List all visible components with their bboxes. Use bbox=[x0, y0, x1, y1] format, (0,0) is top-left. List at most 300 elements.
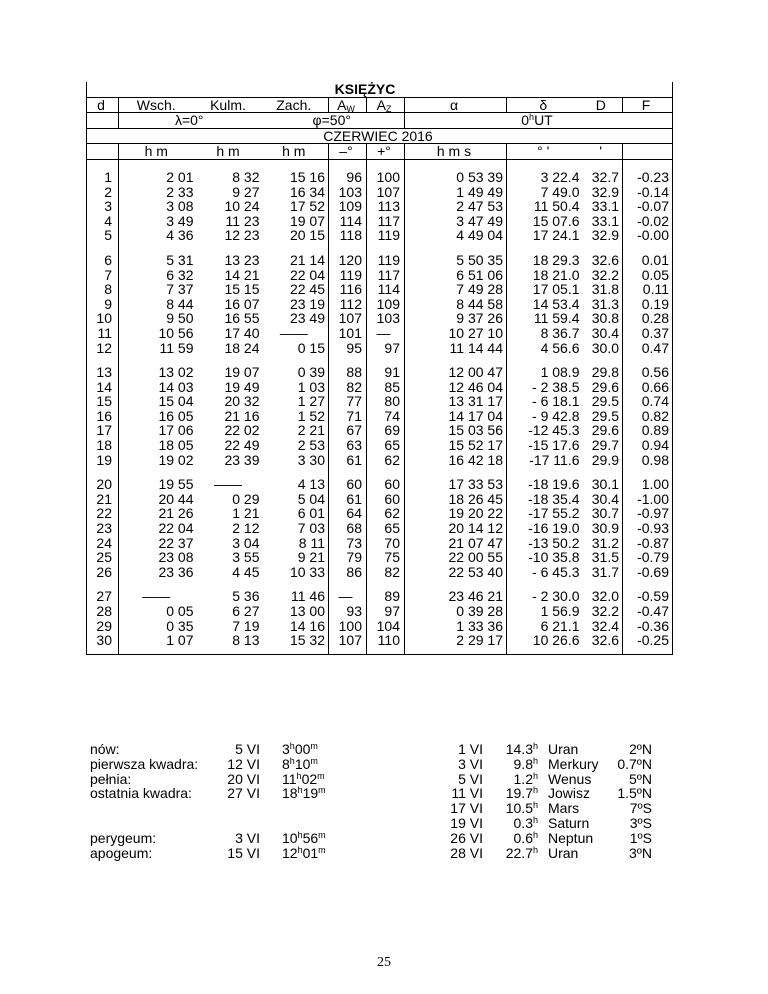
table-cell: 104 bbox=[367, 619, 405, 634]
table-cell: -18 35.4 bbox=[528, 490, 580, 507]
page-number: 25 bbox=[377, 955, 391, 970]
table-cell: 12 00 47 bbox=[405, 365, 507, 380]
table-cell: 0.28 bbox=[623, 311, 673, 326]
table-cell: 22 00 55 bbox=[405, 550, 507, 565]
table-cell: -0.87 bbox=[623, 536, 673, 551]
table-row bbox=[87, 453, 673, 468]
table-cell: 119 bbox=[367, 228, 405, 243]
table-cell: 1 08.9 bbox=[540, 364, 580, 381]
table-cell: 1 07 bbox=[166, 632, 194, 649]
table-cell: 15 52 17 bbox=[405, 438, 507, 453]
table-cell: 11 50.4 bbox=[533, 198, 580, 215]
table-cell: -0.97 bbox=[623, 506, 673, 521]
table-cell: 22 53 40 bbox=[405, 565, 507, 580]
table-cell: 11 46 bbox=[263, 589, 329, 604]
table-cell: 23 36 bbox=[158, 563, 194, 580]
table-cell: 61 bbox=[329, 492, 367, 507]
table-cell: 6 32 bbox=[166, 266, 194, 283]
table-cell: 70 bbox=[367, 536, 405, 551]
table-cell: 68 bbox=[329, 521, 367, 536]
table-cell: 12 bbox=[87, 341, 119, 356]
table-cell: 32.9 bbox=[583, 185, 623, 200]
bottom-cell bbox=[87, 648, 119, 655]
table-cell: 10 26.6 bbox=[532, 632, 580, 649]
table-cell: 3 08 bbox=[166, 198, 194, 215]
table-cell: 2 47 53 bbox=[405, 199, 507, 214]
table-cell: 17 52 bbox=[263, 199, 329, 214]
table-cell: 117 bbox=[367, 214, 405, 229]
table-cell: -0.14 bbox=[623, 185, 673, 200]
unit-wsch: h m bbox=[119, 144, 197, 160]
table-cell: 15 32 bbox=[263, 633, 329, 648]
table-cell: 18 24 bbox=[224, 339, 260, 356]
table-cell: 82 bbox=[367, 565, 405, 580]
table-cell: 15 bbox=[87, 394, 119, 409]
col-aw: $A_W$ bbox=[329, 97, 367, 113]
phase-time: 18$^h$19$^m$ bbox=[282, 785, 326, 802]
table-cell: 0.19 bbox=[623, 297, 673, 312]
table-cell: 3 47 49 bbox=[405, 214, 507, 229]
table-cell: 79 bbox=[329, 550, 367, 565]
table-cell: 5 31 bbox=[166, 251, 194, 268]
table-cell: 11 59 bbox=[159, 339, 194, 356]
conj-dist: 0.7ºN bbox=[617, 755, 652, 772]
phase-label: ostatnia kwadra: bbox=[90, 785, 192, 802]
table-cell: 103 bbox=[367, 311, 405, 326]
table-cell: 10 24 bbox=[224, 198, 260, 215]
table-cell: 32.4 bbox=[583, 619, 623, 634]
conj-date: 1 VI bbox=[458, 741, 483, 757]
table-cell: 17 05.1 bbox=[532, 281, 580, 298]
table-cell: -12 45.3 bbox=[528, 422, 580, 439]
table-cell: 0.89 bbox=[623, 423, 673, 438]
table-cell: 2 33 bbox=[166, 183, 194, 200]
table-cell: 4 36 bbox=[166, 227, 194, 244]
table-row bbox=[87, 536, 673, 551]
table-cell: 4 49 04 bbox=[405, 228, 507, 243]
table-cell: -1.00 bbox=[623, 492, 673, 507]
table-cell: 91 bbox=[367, 365, 405, 380]
conj-time: 1.2$^h$ bbox=[513, 770, 538, 787]
conj-dist: 1.5ºN bbox=[617, 785, 652, 802]
conj-planet: Uran bbox=[548, 741, 579, 757]
table-cell: 14 03 bbox=[158, 378, 194, 395]
table-cell: 19 bbox=[87, 453, 119, 468]
apside-time: 10$^h$56$^m$ bbox=[282, 829, 326, 846]
table-row bbox=[87, 199, 673, 214]
table-cell: 71 bbox=[329, 409, 367, 424]
table-cell: 9 bbox=[87, 297, 119, 312]
table-title: KSIĘŻYC bbox=[334, 81, 396, 97]
col-D: D bbox=[583, 97, 623, 113]
table-cell: 29.7 bbox=[583, 438, 623, 453]
table-cell: 13 23 bbox=[224, 251, 260, 268]
table-cell: 17 40 bbox=[224, 324, 260, 341]
table-cell: -0.69 bbox=[623, 565, 673, 580]
table-cell: 60 bbox=[367, 477, 405, 492]
table-cell: 29.6 bbox=[583, 380, 623, 395]
table-row bbox=[87, 170, 673, 185]
table-cell: 15 16 bbox=[263, 170, 329, 185]
unit-zach: h m bbox=[263, 144, 329, 160]
table-cell: 16 07 bbox=[224, 295, 260, 312]
table-cell: 1 27 bbox=[263, 394, 329, 409]
table-cell: -0.59 bbox=[623, 589, 673, 604]
table-cell: 74 bbox=[367, 409, 405, 424]
table-cell: 14 16 bbox=[263, 619, 329, 634]
table-cell: 0 39 bbox=[263, 365, 329, 380]
table-cell: 10 bbox=[87, 311, 119, 326]
table-cell: 30 bbox=[87, 633, 119, 648]
table-row bbox=[87, 619, 673, 634]
gap-cell bbox=[87, 159, 119, 170]
table-cell: 0 53 39 bbox=[405, 170, 507, 185]
table-cell: 1.00 bbox=[623, 477, 673, 492]
table-cell: 6 51 06 bbox=[405, 268, 507, 283]
table-cell: -17 55.2 bbox=[528, 505, 580, 522]
phase-date: 12 VI bbox=[227, 755, 260, 772]
table-cell: 60 bbox=[329, 477, 367, 492]
col-d: d bbox=[87, 97, 119, 113]
table-cell: 31.7 bbox=[583, 565, 623, 580]
table-cell: 12 46 04 bbox=[405, 380, 507, 395]
table-cell: 10 56 bbox=[158, 324, 194, 341]
table-cell: 109 bbox=[367, 297, 405, 312]
table-cell: 30.4 bbox=[583, 326, 623, 341]
table-cell: 120 bbox=[329, 253, 367, 268]
table-cell: 107 bbox=[329, 633, 367, 648]
table-cell: 113 bbox=[367, 199, 405, 214]
table-cell: 15 07.6 bbox=[532, 212, 580, 229]
table-cell: 4 45 bbox=[232, 563, 260, 580]
table-cell: 19 20 22 bbox=[405, 506, 507, 521]
table-cell: 11 23 bbox=[225, 212, 260, 229]
table-cell: 67 bbox=[329, 423, 367, 438]
conj-planet: Merkury bbox=[548, 755, 599, 772]
table-row bbox=[87, 380, 673, 395]
table-cell: 5 36 bbox=[232, 588, 260, 605]
table-cell: 6 01 bbox=[263, 506, 329, 521]
table-cell: -0.00 bbox=[623, 228, 673, 243]
conj-planet: Saturn bbox=[548, 815, 590, 831]
table-row bbox=[87, 326, 673, 341]
table-cell: 0 35 bbox=[166, 617, 194, 634]
table-row bbox=[87, 228, 673, 243]
table-cell: 77 bbox=[329, 394, 367, 409]
table-cell: 4 56.6 bbox=[540, 339, 580, 356]
table-cell: 18 21.0 bbox=[532, 266, 580, 283]
table-cell: 23 39 bbox=[224, 451, 260, 468]
table-cell: 8 11 bbox=[263, 536, 329, 551]
table-row bbox=[87, 365, 673, 380]
table-cell: 13 00 bbox=[263, 604, 329, 619]
conj-time: 9.8$^h$ bbox=[513, 755, 538, 772]
table-cell: -18 19.6 bbox=[528, 476, 580, 493]
table-cell: 22 49 bbox=[224, 437, 260, 454]
table-cell: 103 bbox=[329, 185, 367, 200]
unit-aw: –° bbox=[329, 144, 367, 160]
table-cell: 15 03 56 bbox=[405, 423, 507, 438]
apside-date: 15 VI bbox=[227, 844, 260, 861]
table-row bbox=[87, 550, 673, 565]
table-cell: 19 49 bbox=[224, 378, 260, 395]
table-cell: —— bbox=[263, 326, 329, 341]
table-cell: 0.01 bbox=[623, 253, 673, 268]
table-cell: 62 bbox=[367, 506, 405, 521]
table-cell: 3 bbox=[87, 199, 119, 214]
table-cell: 18 bbox=[87, 438, 119, 453]
col-wsch: Wsch. bbox=[119, 97, 197, 113]
table-cell: 16 42 18 bbox=[405, 453, 507, 468]
table-cell: 14 bbox=[87, 380, 119, 395]
table-cell: 63 bbox=[329, 438, 367, 453]
table-row bbox=[87, 565, 673, 580]
table-cell: 6 27 bbox=[232, 603, 260, 619]
table-row bbox=[87, 438, 673, 453]
table-cell: 5 bbox=[87, 228, 119, 243]
conj-date: 19 VI bbox=[450, 815, 483, 831]
table-cell: 6 21.1 bbox=[540, 617, 580, 634]
table-cell: 21 16 bbox=[224, 407, 260, 424]
conj-date: 5 VI bbox=[458, 770, 483, 787]
table-cell: 100 bbox=[329, 619, 367, 634]
col-alpha: α bbox=[405, 97, 507, 113]
table-cell: 19 07 bbox=[263, 214, 329, 229]
table-cell: —— bbox=[214, 476, 242, 493]
table-cell: -0.23 bbox=[623, 170, 673, 185]
table-cell: 26 bbox=[87, 565, 119, 580]
table-cell: 31.3 bbox=[583, 297, 623, 312]
table-cell: 2 12 bbox=[232, 520, 260, 537]
table-cell: 97 bbox=[367, 341, 405, 356]
table-cell: -0.07 bbox=[623, 199, 673, 214]
table-row bbox=[87, 409, 673, 424]
table-cell: 6 bbox=[87, 253, 119, 268]
col-kulm: Kulm. bbox=[197, 97, 263, 113]
table-cell: 109 bbox=[329, 199, 367, 214]
table-row bbox=[87, 506, 673, 521]
table-cell: 86 bbox=[329, 565, 367, 580]
phase-date: 20 VI bbox=[227, 770, 260, 787]
table-cell: 21 07 47 bbox=[405, 536, 507, 551]
table-cell: 7 bbox=[87, 268, 119, 283]
table-cell: 7 49 28 bbox=[405, 282, 507, 297]
ut-label: 0$^h$UT bbox=[405, 113, 673, 129]
table-cell: 114 bbox=[329, 214, 367, 229]
conj-time: 10.5$^h$ bbox=[505, 800, 538, 817]
phase-date: 5 VI bbox=[235, 741, 260, 757]
table-cell: - 6 18.1 bbox=[532, 393, 580, 410]
table-cell: — bbox=[329, 589, 367, 604]
table-cell: 24 bbox=[87, 536, 119, 551]
table-cell: 2 29 17 bbox=[405, 633, 507, 648]
table-cell: 22 37 bbox=[158, 534, 194, 551]
table-cell: -0.36 bbox=[623, 619, 673, 634]
apside-time: 12$^h$01$^m$ bbox=[282, 844, 326, 861]
table-cell: 1 bbox=[87, 170, 119, 185]
table-cell: 117 bbox=[367, 268, 405, 283]
table-row bbox=[87, 297, 673, 312]
table-cell: 17 06 bbox=[158, 422, 194, 439]
conj-date: 28 VI bbox=[450, 844, 483, 861]
table-cell: 2 53 bbox=[263, 438, 329, 453]
table-cell: 0 15 bbox=[263, 341, 329, 356]
table-cell: 19 55 bbox=[158, 476, 194, 493]
table-cell: 20 44 bbox=[158, 490, 194, 507]
conj-time: 14.3$^h$ bbox=[505, 741, 538, 757]
table-cell: 9 21 bbox=[263, 550, 329, 565]
table-row bbox=[87, 589, 673, 604]
table-cell: -0.25 bbox=[623, 633, 673, 648]
table-cell: -10 35.8 bbox=[528, 549, 580, 566]
conj-planet: Mars bbox=[548, 800, 580, 817]
conj-date: 3 VI bbox=[458, 755, 483, 772]
table-cell: 0.37 bbox=[623, 326, 673, 341]
table-row bbox=[87, 311, 673, 326]
conj-date: 17 VI bbox=[450, 800, 483, 817]
table-cell: 75 bbox=[367, 550, 405, 565]
table-cell: 22 04 bbox=[263, 268, 329, 283]
table-cell: 0.98 bbox=[623, 453, 673, 468]
table-row bbox=[87, 253, 673, 268]
bottom-cell bbox=[583, 648, 623, 655]
table-cell: 5 04 bbox=[263, 492, 329, 507]
table-cell: -0.47 bbox=[623, 604, 673, 619]
table-cell: 2 bbox=[87, 185, 119, 200]
table-cell: 23 08 bbox=[158, 549, 194, 566]
table-cell: 29 bbox=[87, 619, 119, 634]
unit-delta: ° ' bbox=[507, 144, 583, 160]
table-cell: 73 bbox=[329, 536, 367, 551]
table-cell: -16 19.0 bbox=[528, 520, 580, 537]
table-cell: 20 14 12 bbox=[405, 521, 507, 536]
table-cell: 1 52 bbox=[263, 409, 329, 424]
bottom-cell bbox=[367, 648, 405, 655]
conj-dist: 1ºS bbox=[629, 829, 652, 846]
table-cell: 19 07 bbox=[224, 364, 260, 381]
conj-dist: 5ºN bbox=[628, 770, 652, 787]
table-cell: 15 04 bbox=[158, 393, 194, 410]
table-cell: 4 13 bbox=[263, 477, 329, 492]
table-cell: 61 bbox=[329, 453, 367, 468]
conj-planet: Neptun bbox=[548, 829, 594, 846]
conj-dist: 2ºN bbox=[628, 741, 652, 757]
table-cell: 22 45 bbox=[263, 282, 329, 297]
table-cell: - 6 45.3 bbox=[532, 563, 580, 580]
unit-D: ' bbox=[583, 144, 623, 160]
table-cell: 1 56.9 bbox=[540, 603, 580, 619]
moon-table bbox=[86, 82, 673, 655]
phase-label: pierwsza kwadra: bbox=[90, 755, 199, 772]
table-cell: 33.1 bbox=[583, 214, 623, 229]
table-row bbox=[87, 604, 673, 619]
bottom-cell bbox=[507, 648, 583, 655]
table-cell: 7 19 bbox=[232, 617, 260, 634]
table-cell: -0.02 bbox=[623, 214, 673, 229]
table-cell: - 9 42.8 bbox=[532, 407, 580, 424]
table-cell: 93 bbox=[329, 604, 367, 619]
table-cell: 11 14 44 bbox=[405, 341, 507, 356]
table-cell: 8 36.7 bbox=[540, 324, 580, 341]
table-cell: 19 02 bbox=[158, 451, 194, 468]
col-zach: Zach. bbox=[263, 97, 329, 113]
table-cell: 31.8 bbox=[583, 282, 623, 297]
table-cell: 0.56 bbox=[623, 365, 673, 380]
table-cell: 88 bbox=[329, 365, 367, 380]
table-cell: 7 37 bbox=[166, 281, 194, 298]
col-F: F bbox=[623, 97, 673, 113]
table-cell: 30.1 bbox=[583, 477, 623, 492]
table-cell: 20 32 bbox=[224, 393, 260, 410]
table-cell: 16 05 bbox=[158, 407, 194, 424]
table-cell: -15 17.6 bbox=[528, 437, 580, 454]
table-cell: 14 21 bbox=[224, 266, 260, 283]
table-cell: 80 bbox=[367, 394, 405, 409]
table-cell: 32.0 bbox=[583, 589, 623, 604]
table-cell: 7 03 bbox=[263, 521, 329, 536]
table-cell: 97 bbox=[367, 604, 405, 619]
table-cell: 12 23 bbox=[224, 227, 260, 244]
table-cell: 17 24.1 bbox=[532, 227, 580, 244]
table-cell: 14 17 04 bbox=[405, 409, 507, 424]
table-cell: 0.82 bbox=[623, 409, 673, 424]
table-cell: 23 49 bbox=[263, 311, 329, 326]
col-delta: δ bbox=[507, 97, 583, 113]
unit-kulm: h m bbox=[197, 144, 263, 160]
table-cell: 64 bbox=[329, 506, 367, 521]
table-cell: 30.9 bbox=[583, 521, 623, 536]
table-cell: 101 bbox=[329, 326, 367, 341]
table-cell: 23 bbox=[87, 521, 119, 536]
table-cell: 21 26 bbox=[158, 505, 194, 522]
month-label: CZERWIEC 2016 bbox=[87, 128, 673, 144]
table-cell: 17 bbox=[87, 423, 119, 438]
apside-label: apogeum: bbox=[90, 844, 153, 861]
table-cell: 25 bbox=[87, 550, 119, 565]
table-cell: 30.4 bbox=[583, 492, 623, 507]
table-cell: 8 44 58 bbox=[405, 297, 507, 312]
table-cell: 18 26 45 bbox=[405, 492, 507, 507]
table-cell: 22 02 bbox=[224, 422, 260, 439]
table-row bbox=[87, 214, 673, 229]
table-cell: 0.66 bbox=[623, 380, 673, 395]
table-cell: 85 bbox=[367, 380, 405, 395]
table-cell: 116 bbox=[329, 282, 367, 297]
table-cell: 18 29.3 bbox=[532, 251, 580, 268]
table-cell: 29.5 bbox=[583, 394, 623, 409]
table-cell: 13 31 17 bbox=[405, 394, 507, 409]
conj-dist: 3ºN bbox=[628, 844, 652, 861]
table-cell: 1 49 49 bbox=[405, 185, 507, 200]
table-cell: 3 22.4 bbox=[540, 168, 580, 185]
table-cell: 20 bbox=[87, 477, 119, 492]
table-cell: 21 14 bbox=[263, 253, 329, 268]
apside-date: 3 VI bbox=[235, 829, 260, 846]
table-cell: 31.5 bbox=[583, 550, 623, 565]
table-cell: 22 bbox=[87, 506, 119, 521]
table-cell: 15 15 bbox=[224, 281, 260, 298]
table-cell: 29.9 bbox=[583, 453, 623, 468]
table-cell: 31.2 bbox=[583, 536, 623, 551]
table-cell: 32.6 bbox=[583, 253, 623, 268]
table-cell: 29.6 bbox=[583, 423, 623, 438]
table-cell: 60 bbox=[367, 492, 405, 507]
table-cell: 30.7 bbox=[583, 506, 623, 521]
table-cell: 32.7 bbox=[583, 170, 623, 185]
table-cell: 112 bbox=[329, 297, 367, 312]
table-row bbox=[87, 492, 673, 507]
phase-time: 3$^h$00$^m$ bbox=[282, 741, 318, 757]
